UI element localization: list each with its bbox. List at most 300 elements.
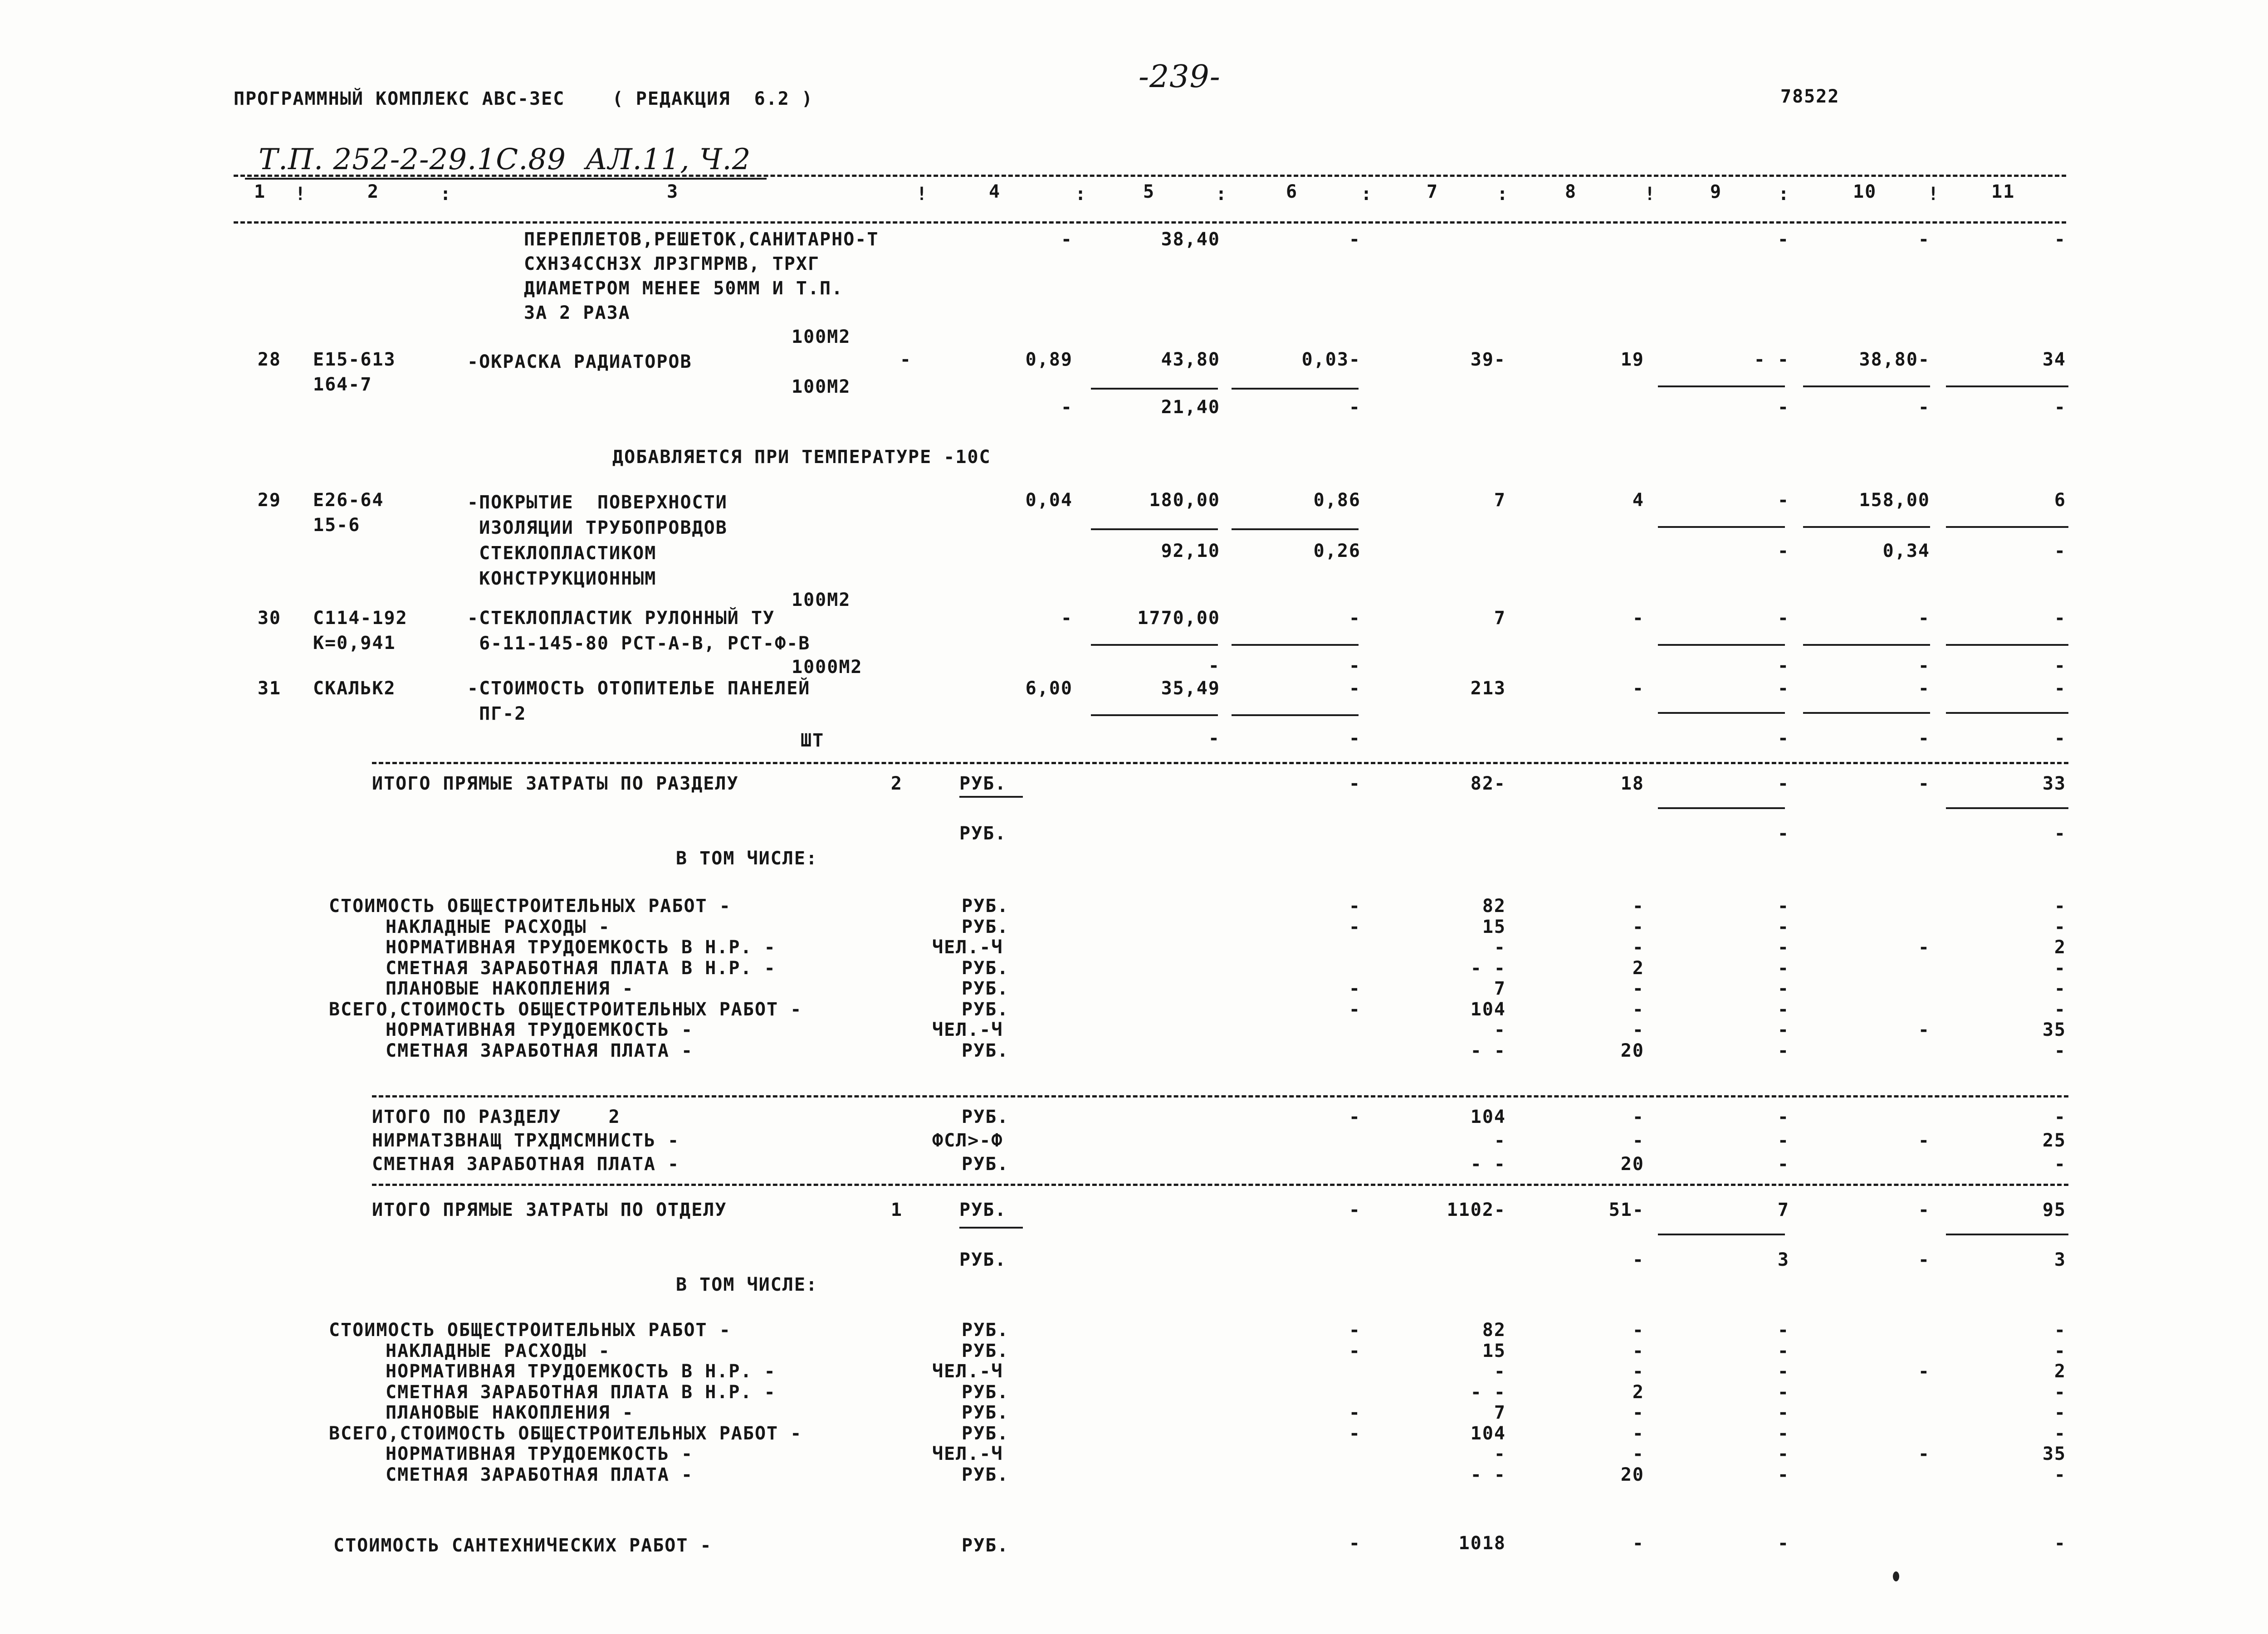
- summary-line-c8: -: [1632, 978, 1644, 999]
- summary-line-unit: РУБ.: [962, 916, 1009, 937]
- summary-line-c7: - -: [1470, 1040, 1506, 1061]
- summary-line-label: СТОИМОСТЬ ОБЩЕСТРОИТЕЛЬНЫХ РАБОТ -: [329, 896, 731, 917]
- cell-underline: [1803, 712, 1930, 714]
- summary-subtitle: В ТОМ ЧИСЛЕ:: [676, 848, 818, 869]
- page-number: -239-: [1139, 59, 1221, 95]
- unit-label: 100М2: [792, 327, 851, 347]
- reference-underline: [245, 178, 767, 180]
- summary-line-c7: -: [1494, 1130, 1506, 1151]
- column-header-3: 3: [667, 181, 679, 202]
- rate-code: Е15-613: [313, 349, 396, 370]
- work-description: ПГ-2: [467, 703, 527, 724]
- summary-line-c8: -: [1632, 1130, 1644, 1151]
- cell-underline: [1091, 644, 1218, 646]
- column-separator: !: [1644, 184, 1657, 205]
- cell-c7: 39-: [1470, 349, 1506, 370]
- cell-c5b: -: [1208, 728, 1220, 749]
- summary-line-c8: -: [1632, 916, 1644, 937]
- table-header-rule: [234, 221, 2066, 224]
- column-separator: :: [1778, 184, 1790, 205]
- column-header-10: 10: [1853, 181, 1877, 202]
- summary-line-c7: -: [1494, 1444, 1506, 1464]
- summary-line-c7: 7: [1494, 978, 1506, 999]
- cell-c11b: -: [2054, 541, 2066, 561]
- final-line-c11: -: [2054, 1533, 2066, 1554]
- summary-line-c8: 20: [1620, 1040, 1644, 1061]
- work-description: -ПОКРЫТИЕ ПОВЕРХНОСТИ: [467, 492, 728, 513]
- summary-c11: -: [2054, 823, 2066, 844]
- cell-c4: -: [1061, 229, 1073, 250]
- summary-line-c6: -: [1349, 1320, 1361, 1341]
- summary-line-unit: РУБ.: [962, 1154, 1009, 1175]
- summary-line-label: ВСЕГО,СТОИМОСТЬ ОБЩЕСТРОИТЕЛЬНЫХ РАБОТ -: [329, 1423, 802, 1444]
- work-description: КОНСТРУКЦИОННЫМ: [467, 568, 657, 589]
- summary-line-c9: -: [1777, 999, 1789, 1020]
- cell-c6b: -: [1349, 397, 1361, 418]
- summary-line-c6: -: [1349, 1423, 1361, 1444]
- summary-line-c6: -: [1349, 1340, 1361, 1361]
- cell-underline: [1091, 714, 1218, 716]
- work-description: ЗА 2 РАЗА: [524, 302, 631, 323]
- summary-line-c6: -: [1349, 1107, 1361, 1127]
- summary-line-c11: 2: [2054, 937, 2066, 958]
- summary-line-label: НОРМАТИВНАЯ ТРУДОЕМКОСТЬ В Н.Р. -: [386, 937, 776, 958]
- summary-line-c10: -: [1918, 1019, 1930, 1040]
- summary-line-c11: -: [2054, 1381, 2066, 1403]
- summary-line-c8: -: [1632, 1361, 1644, 1382]
- work-description: -СТОИМОСТЬ ОТОПИТЕЛЬЕ ПАНЕЛЕЙ: [467, 678, 811, 699]
- cell-underline: [1803, 526, 1930, 528]
- row-number: 30: [257, 608, 281, 629]
- cell-c9b: -: [1777, 728, 1789, 749]
- summary-line-unit: ЧЕЛ.-Ч: [932, 937, 1003, 958]
- summary-line-c9: -: [1777, 1130, 1789, 1151]
- work-description: СТЕКЛОПЛАСТИКОМ: [467, 543, 657, 564]
- cell-mark: -: [899, 349, 912, 370]
- summary-line-label: НАКЛАДНЫЕ РАСХОДЫ -: [386, 1340, 611, 1361]
- final-line-unit: РУБ.: [962, 1535, 1009, 1556]
- summary-line-c9: -: [1777, 1444, 1789, 1464]
- summary-line-unit: РУБ.: [962, 978, 1009, 999]
- cell-c9: - -: [1754, 349, 1789, 370]
- cell-c9b: -: [1777, 541, 1789, 561]
- rate-code-secondary: 15-6: [313, 515, 361, 536]
- unit-label: 100М2: [792, 590, 851, 610]
- column-separator: !: [1928, 184, 1940, 205]
- summary-line-c11: 35: [2042, 1019, 2066, 1040]
- summary-line-c11: -: [2054, 978, 2066, 999]
- cell-c9: -: [1777, 229, 1789, 250]
- handwritten-reference: Т.П. 252-2-29.1С.89 АЛ.11, Ч.2: [259, 143, 751, 176]
- summary-line-label: СМЕТНАЯ ЗАРАБОТНАЯ ПЛАТА -: [386, 1040, 694, 1061]
- summary-c9: 7: [1777, 1200, 1789, 1220]
- summary-line-c10: -: [1918, 1130, 1930, 1151]
- cell-c7: 7: [1494, 608, 1506, 629]
- column-header-11: 11: [1991, 181, 2015, 202]
- summary-line-c8: -: [1632, 1019, 1644, 1040]
- summary-line-c6: -: [1349, 916, 1361, 937]
- cell-underline: [1658, 385, 1785, 387]
- summary-line-label: СМЕТНАЯ ЗАРАБОТНАЯ ПЛАТА В Н.Р. -: [386, 1381, 776, 1403]
- work-description: ДИАМЕТРОМ МЕНЕЕ 50ММ И Т.П.: [524, 278, 844, 299]
- summary-line-c8: -: [1632, 896, 1644, 917]
- summary-unit: РУБ.: [959, 823, 1007, 844]
- summary-line-c7: 104: [1470, 1107, 1506, 1127]
- summary-section-number: 2: [890, 773, 903, 794]
- summary-line-c9: -: [1777, 937, 1789, 958]
- column-header-4: 4: [989, 181, 1001, 202]
- cell-c4b: -: [1061, 397, 1073, 418]
- summary-line-label: НОРМАТИВНАЯ ТРУДОЕМКОСТЬ -: [386, 1444, 694, 1464]
- summary-line-unit: РУБ.: [962, 957, 1009, 979]
- column-header-5: 5: [1143, 181, 1155, 202]
- summary-line-c8: 20: [1620, 1154, 1644, 1175]
- column-separator: !: [916, 184, 929, 205]
- column-header-9: 9: [1710, 181, 1722, 202]
- cell-c5b: 21,40: [1161, 397, 1220, 418]
- summary-c7: 82-: [1470, 773, 1506, 794]
- cell-underline: [1232, 644, 1359, 646]
- summary-line-c11: 25: [2042, 1130, 2066, 1151]
- column-header-6: 6: [1286, 181, 1298, 202]
- column-header-1: 1: [254, 181, 266, 202]
- cell-c7: 213: [1470, 678, 1506, 699]
- column-header-2: 2: [367, 181, 380, 202]
- summary-c6: -: [1349, 1200, 1361, 1220]
- summary-line-c9: -: [1777, 957, 1789, 979]
- work-description: -СТЕКЛОПЛАСТИК РУЛОННЫЙ ТУ: [467, 608, 775, 629]
- unit-label: 1000М2: [792, 657, 863, 678]
- summary-line-unit: РУБ.: [962, 1340, 1009, 1361]
- column-separator: :: [1075, 184, 1087, 205]
- unit-underline: [959, 796, 1023, 798]
- cell-c4: 6,00: [1025, 678, 1073, 699]
- cell-c6b: 0,26: [1313, 541, 1361, 561]
- summary-line-c7: 7: [1494, 1402, 1506, 1423]
- cell-c8: 4: [1632, 490, 1644, 511]
- cell-c10: -: [1918, 608, 1930, 629]
- cell-c8: 19: [1620, 349, 1644, 370]
- ink-dot: [1893, 1571, 1899, 1581]
- summary-line-c7: 15: [1482, 1340, 1506, 1361]
- cell-c5: 180,00: [1149, 490, 1220, 511]
- table-top-rule: [234, 175, 2066, 177]
- cell-c11: -: [2054, 229, 2066, 250]
- summary-unit: РУБ.: [959, 773, 1007, 794]
- summary-line-label: НОРМАТИВНАЯ ТРУДОЕМКОСТЬ -: [386, 1019, 694, 1040]
- cell-underline: [1091, 528, 1218, 530]
- summary-line-c7: - -: [1470, 1154, 1506, 1175]
- cell-c11: 34: [2042, 349, 2066, 370]
- final-line-c9: -: [1777, 1533, 1789, 1554]
- summary-c10: -: [1918, 773, 1930, 794]
- summary-line-unit: РУБ.: [962, 1320, 1009, 1341]
- summary-c9: -: [1777, 823, 1789, 844]
- cell-c4: -: [1061, 608, 1073, 629]
- summary-line-c11: -: [2054, 1107, 2066, 1127]
- work-description: СХН34ССН3Х ЛР3ГМРМВ, ТРХГ: [524, 254, 820, 274]
- summary-c10b: -: [1918, 1249, 1930, 1270]
- summary-line-c7: -: [1494, 1361, 1506, 1382]
- summary-line-c11: -: [2054, 1402, 2066, 1423]
- summary-line-c7: 15: [1482, 916, 1506, 937]
- unit-underline: [959, 1227, 1023, 1229]
- summary-line-c11: -: [2054, 1340, 2066, 1361]
- column-separator: !: [295, 184, 307, 205]
- row-number: 28: [257, 349, 281, 370]
- summary-line-c9: -: [1777, 1154, 1789, 1175]
- rate-code: С114-192: [313, 608, 408, 629]
- summary-line-c7: - -: [1470, 1464, 1506, 1485]
- summary-c8b: -: [1632, 1249, 1644, 1270]
- cell-c11b: -: [2054, 655, 2066, 676]
- summary-line-unit: РУБ.: [962, 896, 1009, 917]
- summary-line-c9: -: [1777, 1107, 1789, 1127]
- cell-underline: [1091, 388, 1218, 390]
- cell-c10b: 0,34: [1882, 541, 1930, 561]
- cell-c10: 158,00: [1859, 490, 1930, 511]
- summary-line-label: СМЕТНАЯ ЗАРАБОТНАЯ ПЛАТА -: [386, 1464, 694, 1485]
- summary-line-c11: -: [2054, 1154, 2066, 1175]
- row-number: 29: [257, 490, 281, 511]
- summary-line-label: НОРМАТИВНАЯ ТРУДОЕМКОСТЬ В Н.Р. -: [386, 1361, 776, 1382]
- cell-c10b: -: [1918, 655, 1930, 676]
- summary-line-c9: -: [1777, 1320, 1789, 1341]
- summary-line-c9: -: [1777, 1361, 1789, 1382]
- summary-line-c8: 2: [1632, 1381, 1644, 1403]
- cell-underline: [1658, 1234, 1785, 1235]
- final-line-c8: -: [1632, 1533, 1644, 1554]
- cell-c11b: -: [2054, 397, 2066, 418]
- cell-c9b: -: [1777, 655, 1789, 676]
- cell-underline: [1658, 712, 1785, 714]
- work-description: -ОКРАСКА РАДИАТОРОВ: [467, 351, 692, 372]
- summary-line-c11: -: [2054, 999, 2066, 1020]
- summary-c9: -: [1777, 773, 1789, 794]
- summary-line-label: СТОИМОСТЬ ОБЩЕСТРОИТЕЛЬНЫХ РАБОТ -: [329, 1320, 731, 1341]
- summary-c11: 33: [2042, 773, 2066, 794]
- summary-c11b: 3: [2054, 1249, 2066, 1270]
- cell-c10b: -: [1918, 728, 1930, 749]
- summary-line-c11: -: [2054, 957, 2066, 979]
- rate-code-secondary: 164-7: [313, 374, 372, 395]
- cell-underline: [1232, 388, 1359, 390]
- summary-line-c7: 104: [1470, 1423, 1506, 1444]
- column-separator: :: [1216, 184, 1228, 205]
- summary-c8: 18: [1620, 773, 1644, 794]
- summary-line-unit: ЧЕЛ.-Ч: [932, 1361, 1003, 1382]
- cell-c11: -: [2054, 608, 2066, 629]
- summary-c9b: 3: [1777, 1249, 1789, 1270]
- summary-line-label: НАКЛАДНЫЕ РАСХОДЫ -: [386, 916, 611, 937]
- work-description: 6-11-145-80 РСТ-А-В, РСТ-Ф-В: [467, 633, 811, 654]
- cell-c7: 7: [1494, 490, 1506, 511]
- cell-c6: 0,86: [1313, 490, 1361, 511]
- cell-c10: 38,80-: [1859, 349, 1930, 370]
- summary-line-c8: -: [1632, 1444, 1644, 1464]
- cell-underline: [1803, 385, 1930, 387]
- summary-line-c7: - -: [1470, 957, 1506, 979]
- summary-line-c7: 104: [1470, 999, 1506, 1020]
- summary-line-c8: -: [1632, 1340, 1644, 1361]
- cell-c6: -: [1349, 229, 1361, 250]
- summary-unit: РУБ.: [959, 1200, 1007, 1220]
- row-number: 31: [257, 678, 281, 699]
- summary-c11: 95: [2042, 1200, 2066, 1220]
- summary-line-label: ПЛАНОВЫЕ НАКОПЛЕНИЯ -: [386, 1402, 634, 1423]
- cell-c6: 0,03-: [1301, 349, 1361, 370]
- cell-c5: 43,80: [1161, 349, 1220, 370]
- summary-line-label: ВСЕГО,СТОИМОСТЬ ОБЩЕСТРОИТЕЛЬНЫХ РАБОТ -: [329, 999, 802, 1020]
- summary-line-unit: ФСЛ>-Ф: [932, 1130, 1003, 1151]
- summary-line-c8: -: [1632, 1423, 1644, 1444]
- cell-underline: [1946, 385, 2068, 387]
- final-line-label: СТОИМОСТЬ САНТЕХНИЧЕСКИХ РАБОТ -: [333, 1535, 712, 1556]
- summary-line-label: СМЕТНАЯ ЗАРАБОТНАЯ ПЛАТА -: [372, 1154, 680, 1175]
- cell-c6b: -: [1349, 655, 1361, 676]
- cell-underline: [1232, 714, 1359, 716]
- summary-subtitle: В ТОМ ЧИСЛЕ:: [676, 1274, 818, 1295]
- cell-underline: [1946, 807, 2068, 809]
- summary-line-c7: 82: [1482, 896, 1506, 917]
- cell-c5: 38,40: [1161, 229, 1220, 250]
- summary-line-c6: -: [1349, 1402, 1361, 1423]
- summary-line-unit: РУБ.: [962, 1381, 1009, 1403]
- summary-line-c11: -: [2054, 1320, 2066, 1341]
- summary-line-c8: 20: [1620, 1464, 1644, 1485]
- summary-line-label: ПЛАНОВЫЕ НАКОПЛЕНИЯ -: [386, 978, 634, 999]
- summary-line-unit: ЧЕЛ.-Ч: [932, 1444, 1003, 1464]
- cell-c5b: -: [1208, 655, 1220, 676]
- summary-line-unit: РУБ.: [962, 1107, 1009, 1127]
- cell-underline: [1803, 644, 1930, 646]
- cell-underline: [1232, 528, 1359, 530]
- column-separator: :: [1497, 184, 1509, 205]
- cell-c4: 0,04: [1025, 490, 1073, 511]
- summary-line-unit: РУБ.: [962, 1040, 1009, 1061]
- summary-line-c9: -: [1777, 1040, 1789, 1061]
- rate-code: Е26-64: [313, 490, 384, 511]
- summary-line-c11: 35: [2042, 1444, 2066, 1464]
- summary-line-c6: -: [1349, 896, 1361, 917]
- summary-line-c8: 2: [1632, 957, 1644, 979]
- summary-line-label: НИРМАТЗВНАЩ ТРХДМСМНИСТЬ -: [372, 1130, 680, 1151]
- section-rule: [372, 762, 2068, 764]
- cell-c8: -: [1632, 608, 1644, 629]
- summary-c6: -: [1349, 773, 1361, 794]
- summary-line-c11: -: [2054, 1040, 2066, 1061]
- cell-underline: [1946, 526, 2068, 528]
- summary-line-c7: 82: [1482, 1320, 1506, 1341]
- summary-section-number: 1: [890, 1200, 903, 1220]
- cell-c11: -: [2054, 678, 2066, 699]
- unit-label: 100М2: [792, 376, 851, 397]
- summary-line-c9: -: [1777, 1402, 1789, 1423]
- cell-c9: -: [1777, 490, 1789, 511]
- summary-line-c8: -: [1632, 1402, 1644, 1423]
- summary-title: ИТОГО ПРЯМЫЕ ЗАТРАТЫ ПО РАЗДЕЛУ: [372, 773, 739, 794]
- summary-c7: 1102-: [1447, 1200, 1506, 1220]
- summary-line-c11: -: [2054, 916, 2066, 937]
- rate-code-secondary: К=0,941: [313, 633, 396, 654]
- cell-c8: -: [1632, 678, 1644, 699]
- summary-line-c11: -: [2054, 1464, 2066, 1485]
- summary-line-c8: -: [1632, 1107, 1644, 1127]
- cell-c5: 35,49: [1161, 678, 1220, 699]
- cell-underline: [1658, 526, 1785, 528]
- document-code: 78522: [1780, 86, 1840, 107]
- summary-line-c9: -: [1777, 978, 1789, 999]
- summary-line-unit: РУБ.: [962, 999, 1009, 1020]
- cell-c6: -: [1349, 678, 1361, 699]
- work-description: ПЕРЕПЛЕТОВ,РЕШЕТОК,САНИТАРНО-Т: [524, 229, 879, 250]
- cell-c5: 1770,00: [1137, 608, 1220, 629]
- column-header-8: 8: [1565, 181, 1577, 202]
- program-header: ПРОГРАММНЫЙ КОМПЛЕКС АВС-ЗЕС ( РЕДАКЦИЯ 6.2 ): [234, 88, 814, 109]
- summary-line-c8: -: [1632, 999, 1644, 1020]
- section-rule: [372, 1095, 2068, 1097]
- summary-line-c10: -: [1918, 1361, 1930, 1382]
- cell-c9b: -: [1777, 397, 1789, 418]
- unit-label: ШТ: [801, 730, 825, 751]
- cell-c11b: -: [2054, 728, 2066, 749]
- summary-line-c11: 2: [2054, 1361, 2066, 1382]
- summary-line-c10: -: [1918, 1444, 1930, 1464]
- summary-line-c7: -: [1494, 937, 1506, 958]
- summary-c10: -: [1918, 1200, 1930, 1220]
- temperature-note: ДОБАВЛЯЕТСЯ ПРИ ТЕМПЕРАТУРЕ -10С: [612, 447, 991, 468]
- summary-c8: 51-: [1608, 1200, 1644, 1220]
- column-header-7: 7: [1427, 181, 1439, 202]
- summary-line-c9: -: [1777, 1381, 1789, 1403]
- summary-line-c9: -: [1777, 1464, 1789, 1485]
- cell-c4: 0,89: [1025, 349, 1073, 370]
- summary-line-c9: -: [1777, 896, 1789, 917]
- cell-c11: 6: [2054, 490, 2066, 511]
- section-rule: [372, 1184, 2068, 1186]
- summary-line-c9: -: [1777, 916, 1789, 937]
- column-separator: :: [440, 184, 452, 205]
- cell-underline: [1946, 644, 2068, 646]
- summary-line-unit: ЧЕЛ.-Ч: [932, 1019, 1003, 1040]
- cell-underline: [1946, 712, 2068, 714]
- cell-underline: [1658, 644, 1785, 646]
- summary-line-c7: - -: [1470, 1381, 1506, 1403]
- summary-line-c9: -: [1777, 1340, 1789, 1361]
- cell-c10: -: [1918, 678, 1930, 699]
- cell-c9: -: [1777, 678, 1789, 699]
- summary-line-unit: РУБ.: [962, 1402, 1009, 1423]
- cell-c6b: -: [1349, 728, 1361, 749]
- summary-line-label: СМЕТНАЯ ЗАРАБОТНАЯ ПЛАТА В Н.Р. -: [386, 957, 776, 979]
- summary-title: ИТОГО ПРЯМЫЕ ЗАТРАТЫ ПО ОТДЕЛУ: [372, 1200, 727, 1220]
- summary-line-c8: -: [1632, 937, 1644, 958]
- summary-line-c9: -: [1777, 1423, 1789, 1444]
- summary-line-c11: -: [2054, 896, 2066, 917]
- cell-underline: [1658, 807, 1785, 809]
- summary-line-c9: -: [1777, 1019, 1789, 1040]
- column-separator: :: [1361, 184, 1373, 205]
- cell-c5b: 92,10: [1161, 541, 1220, 561]
- cell-c10: -: [1918, 229, 1930, 250]
- summary-line-c6: -: [1349, 999, 1361, 1020]
- cell-c6: -: [1349, 608, 1361, 629]
- summary-line-c10: -: [1918, 937, 1930, 958]
- summary-line-unit: РУБ.: [962, 1464, 1009, 1485]
- cell-c10b: -: [1918, 397, 1930, 418]
- cell-c9: -: [1777, 608, 1789, 629]
- cell-underline: [1946, 1234, 2068, 1235]
